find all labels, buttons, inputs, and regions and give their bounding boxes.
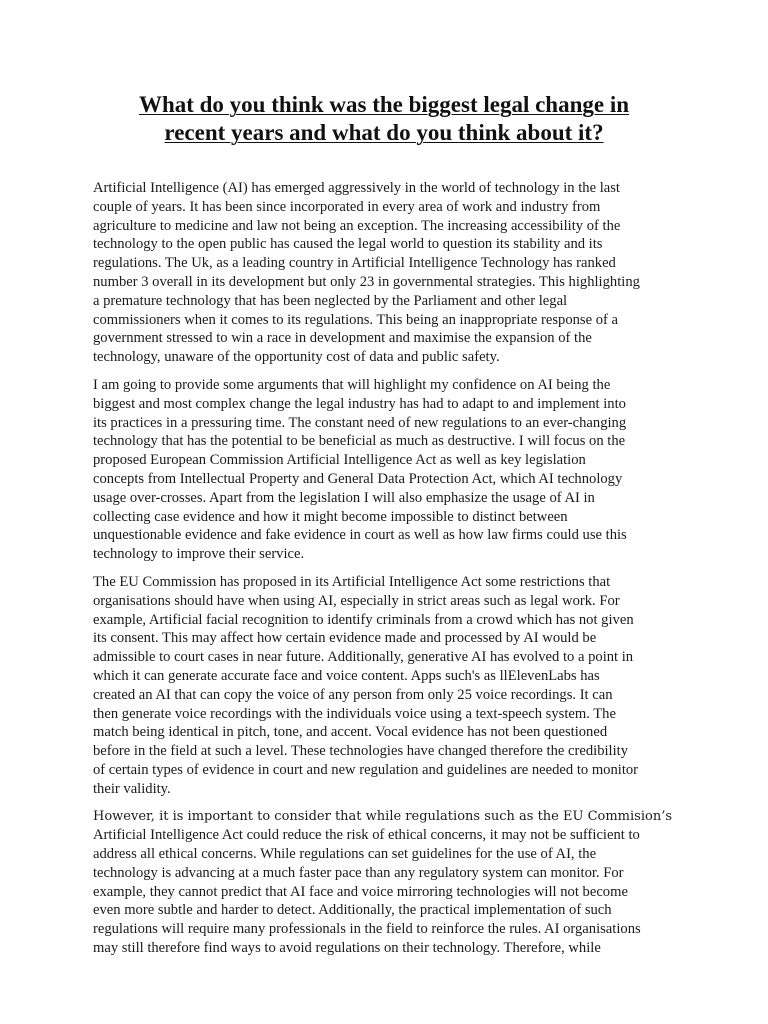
paragraph-line: biggest and most complex change the legal industry has had to adapt to and implement into bbox=[93, 395, 626, 412]
paragraph-line: The EU Commission has proposed in its Artificial Intelligence Act some restrictions that bbox=[93, 573, 611, 590]
paragraph-line: organisations should have when using AI, especially in strict areas such as legal work. For bbox=[93, 592, 620, 609]
paragraph-line: Artificial Intelligence Act could reduce the risk of ethical concerns, it may not be sufficient to bbox=[93, 827, 640, 844]
title-line-2: recent years and what do you think about it? bbox=[164, 120, 604, 145]
paragraph-line: its practices in a pressuring time. The constant need of new regulations to an ever-changing bbox=[93, 414, 627, 431]
paragraph-line: their validity. bbox=[93, 780, 171, 797]
paragraph-line: before in the field at such a level. These technologies have changed therefore the credibility bbox=[93, 743, 629, 760]
paragraph-line: a premature technology that has been neglected by the Parliament and other legal bbox=[93, 292, 568, 309]
title-line-1: What do you think was the biggest legal change in bbox=[138, 92, 630, 117]
paragraph-line: agriculture to medicine and law not being an exception. The increasing accessibility of the bbox=[93, 217, 621, 234]
paragraph-line: of certain types of evidence in court and new regulation and guidelines are needed to monitor bbox=[93, 761, 639, 778]
paragraph-line: proposed European Commission Artificial Intelligence Act as well as key legislation bbox=[93, 452, 586, 469]
paragraph-line: which it can generate accurate face and voice content. Apps such's as llElevenLabs has bbox=[93, 667, 600, 684]
paragraph-line: technology to the open public has caused the legal world to question its stability and its bbox=[93, 236, 603, 253]
paragraph-line: concepts from Intellectual Property and General Data Protection Act, which AI technology bbox=[93, 470, 623, 487]
paragraph-line: number 3 overall in its development but only 23 in governmental strategies. This highlighting bbox=[93, 273, 640, 290]
paragraph-line: couple of years. It has been since incorporated in every area of work and industry from bbox=[93, 198, 601, 215]
document-title bbox=[80, 91, 688, 147]
paragraph-line: technology to improve their service. bbox=[93, 546, 305, 563]
paragraph-line: example, Artificial facial recognition to identify criminals from a crowd which has not given bbox=[93, 611, 634, 628]
paragraph-line: I am going to provide some arguments that will highlight my confidence on AI being the bbox=[93, 376, 611, 393]
paragraph-line: then generate voice recordings with the individuals voice using a text-speech system. The bbox=[93, 705, 616, 722]
paragraph-line: usage over-crosses. Apart from the legislation I will also emphasize the usage of AI in bbox=[93, 489, 595, 506]
paragraph-2 bbox=[93, 376, 675, 564]
paragraph-line: address all ethical concerns. While regulations can set guidelines for the use of AI, the bbox=[93, 846, 597, 863]
paragraph-1 bbox=[93, 179, 675, 367]
paragraph-3 bbox=[93, 573, 675, 799]
paragraph-line: example, they cannot predict that AI face and voice mirroring technologies will not become bbox=[93, 883, 628, 900]
paragraph-line: commissioners when it comes to its regulations. This being an inappropriate response of a bbox=[93, 311, 618, 328]
paragraph-line: technology that has the potential to be beneficial as much as destructive. I will focus on the bbox=[93, 433, 626, 450]
paragraph-line: created an AI that can copy the voice of any person from only 25 voice recordings. It can bbox=[93, 686, 613, 703]
paragraph-line: unquestionable evidence and fake evidence in court as well as how law firms could use this bbox=[93, 527, 627, 544]
paragraph-line: technology, unaware of the opportunity cost of data and public safety. bbox=[93, 349, 500, 366]
paragraph-line: its consent. This may affect how certain evidence made and processed by AI would be bbox=[93, 630, 597, 647]
paragraph-line: regulations. The Uk, as a leading country in Artificial Intelligence Technology has ranked bbox=[93, 255, 616, 272]
paragraph-line: admissible to court cases in near future. Additionally, generative AI has evolved to a point in bbox=[93, 649, 634, 666]
paragraph-line: collecting case evidence and how it might become impossible to distinct between bbox=[93, 508, 568, 525]
paragraph-line: may still therefore find ways to avoid regulations on their technology. Therefore, while bbox=[93, 940, 601, 957]
paragraph-line: even more subtle and harder to detect. Additionally, the practical implementation of such bbox=[93, 902, 612, 919]
paragraph-line: match being identical in pitch, tone, and accent. Vocal evidence has not been questioned bbox=[93, 724, 608, 741]
paragraph-line: government stressed to win a race in development and maximise the expansion of the bbox=[93, 330, 592, 347]
paragraph-line: regulations will require many professionals in the field to reinforce the rules. AI organisations bbox=[93, 921, 641, 938]
paragraph-line: However, it is important to consider that while regulations such as the EU Commision’s bbox=[93, 808, 672, 824]
paragraph-line: Artificial Intelligence (AI) has emerged aggressively in the world of technology in the last bbox=[93, 180, 620, 196]
paragraph-line: technology is advancing at a much faster pace than any regulatory system can monitor. For bbox=[93, 864, 624, 881]
document-body bbox=[93, 179, 675, 967]
paragraph-4 bbox=[93, 808, 675, 958]
